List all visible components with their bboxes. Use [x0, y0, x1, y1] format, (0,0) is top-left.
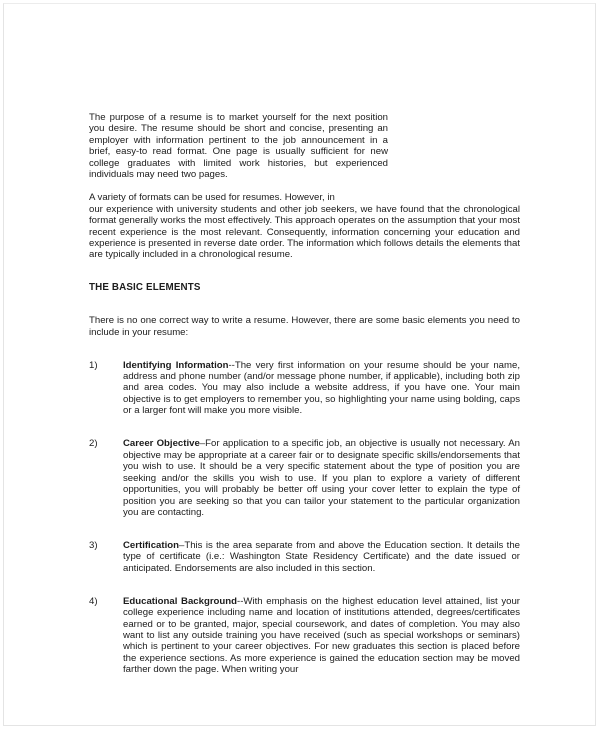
list-item [89, 540, 520, 574]
paragraph-spacer [89, 181, 520, 192]
paragraph-spacer [89, 305, 520, 315]
paragraph-spacer [89, 350, 520, 360]
list-item [89, 438, 520, 518]
paragraph-lead-in: There is no one correct way to write a resume. However, there are some basic elements you need to include in your resume: [89, 315, 520, 338]
list-item-number: 4) [89, 595, 98, 607]
list-item-number: 1) [89, 359, 98, 371]
list-item-body: For application to a specific job, an objective is usually not necessary. An objective may be appropriate at a career fair or to designate specific skills/endorsements that you wish to use. It should be a very specific statement about the type of position you are seeking and/or the skills you wish to use. If you plan to explore a variety of different opportunities, you will probably be better off using your cover letter to explain the type of position you are seeking so that you can tailor your statement to the particular organization you are contacting. [123, 438, 520, 518]
list-item-label: Career Objective [123, 438, 200, 450]
paragraph-intro-1: The purpose of a resume is to market yourself for the next position you desire. The resume should be short and concise, presenting an employer with information pertinent to the job announcement in a brief, easy-to read format. One page is usually sufficient for new college graduates with limited work histories, but experienced individuals may need two pages. [89, 112, 388, 181]
list-item-spacer [89, 530, 520, 540]
list-item-dash: – [178, 539, 185, 551]
list-item-spacer [89, 428, 520, 438]
list-item-spacer [89, 586, 520, 596]
paragraph-intro-2-rest: our experience with university students and other job seekers, we have found that the chronological format generally works the most effectively. This approach operates on the assumption that your most recent experience is the most relevant. Consequently, information concerning your education and experience is presented in reverse date order. The information which follows details the elements that are typically included in a chronological resume. [89, 203, 520, 261]
paragraph-spacer [89, 294, 520, 305]
list-item-label: Educational Background [123, 595, 237, 607]
list-item-text [123, 360, 520, 417]
list-item-dash: -- [228, 359, 235, 371]
list-item-spacer [89, 574, 520, 585]
list-item-spacer [89, 417, 520, 428]
list-item-body: The very first information on your resume should be your name, address and phone number (and/or message phone number, if applicable), including both zip and area codes. You may also include a website address, if you have one. Your main objective is to get employers to remember you, so highlighting your name using bolding, caps or a larger font will make you more visible. [123, 359, 520, 417]
list-item-spacer [89, 518, 520, 529]
list-item-text [123, 438, 520, 518]
section-heading: THE BASIC ELEMENTS [89, 282, 201, 294]
document-page [3, 3, 596, 726]
list-item-number: 3) [89, 539, 98, 551]
paragraph-intro-2-first-line: A variety of formats can be used for resumes. However, in [89, 192, 335, 204]
list-item [89, 360, 520, 417]
list-item-text [123, 540, 520, 574]
list-item-dash: – [199, 438, 206, 450]
paragraph-spacer [89, 261, 520, 272]
document-body [89, 112, 520, 676]
list-item-body: With emphasis on the highest education level attained, list your college experience including name and location of institutions attended, degrees/certificates earned or to be granted, major, special coursework, and dates of completion. You may also want to list any outside training you have received (such as special workshops or seminars) which is pertinent to your career objectives. For new graduates this section is placed before the experience sections. As more experience is gained the education section may be moved farther down the page. When writing your [123, 595, 520, 676]
basic-elements-list [89, 360, 520, 676]
list-item-dash: -- [237, 595, 244, 607]
heading-spacer [89, 272, 520, 282]
list-item [89, 596, 520, 676]
list-item-text [123, 596, 520, 676]
list-item-label: Certification [123, 539, 179, 551]
list-item-number: 2) [89, 438, 98, 450]
list-item-label: Identifying Information [123, 359, 229, 371]
list-item-body: This is the area separate from and above the Education section. It details the type of certificate (i.e.: Washington State Residency Certificate) and the date issued or anticipated. Endorsements are also included in this section. [123, 539, 520, 574]
paragraph-spacer [89, 338, 520, 349]
